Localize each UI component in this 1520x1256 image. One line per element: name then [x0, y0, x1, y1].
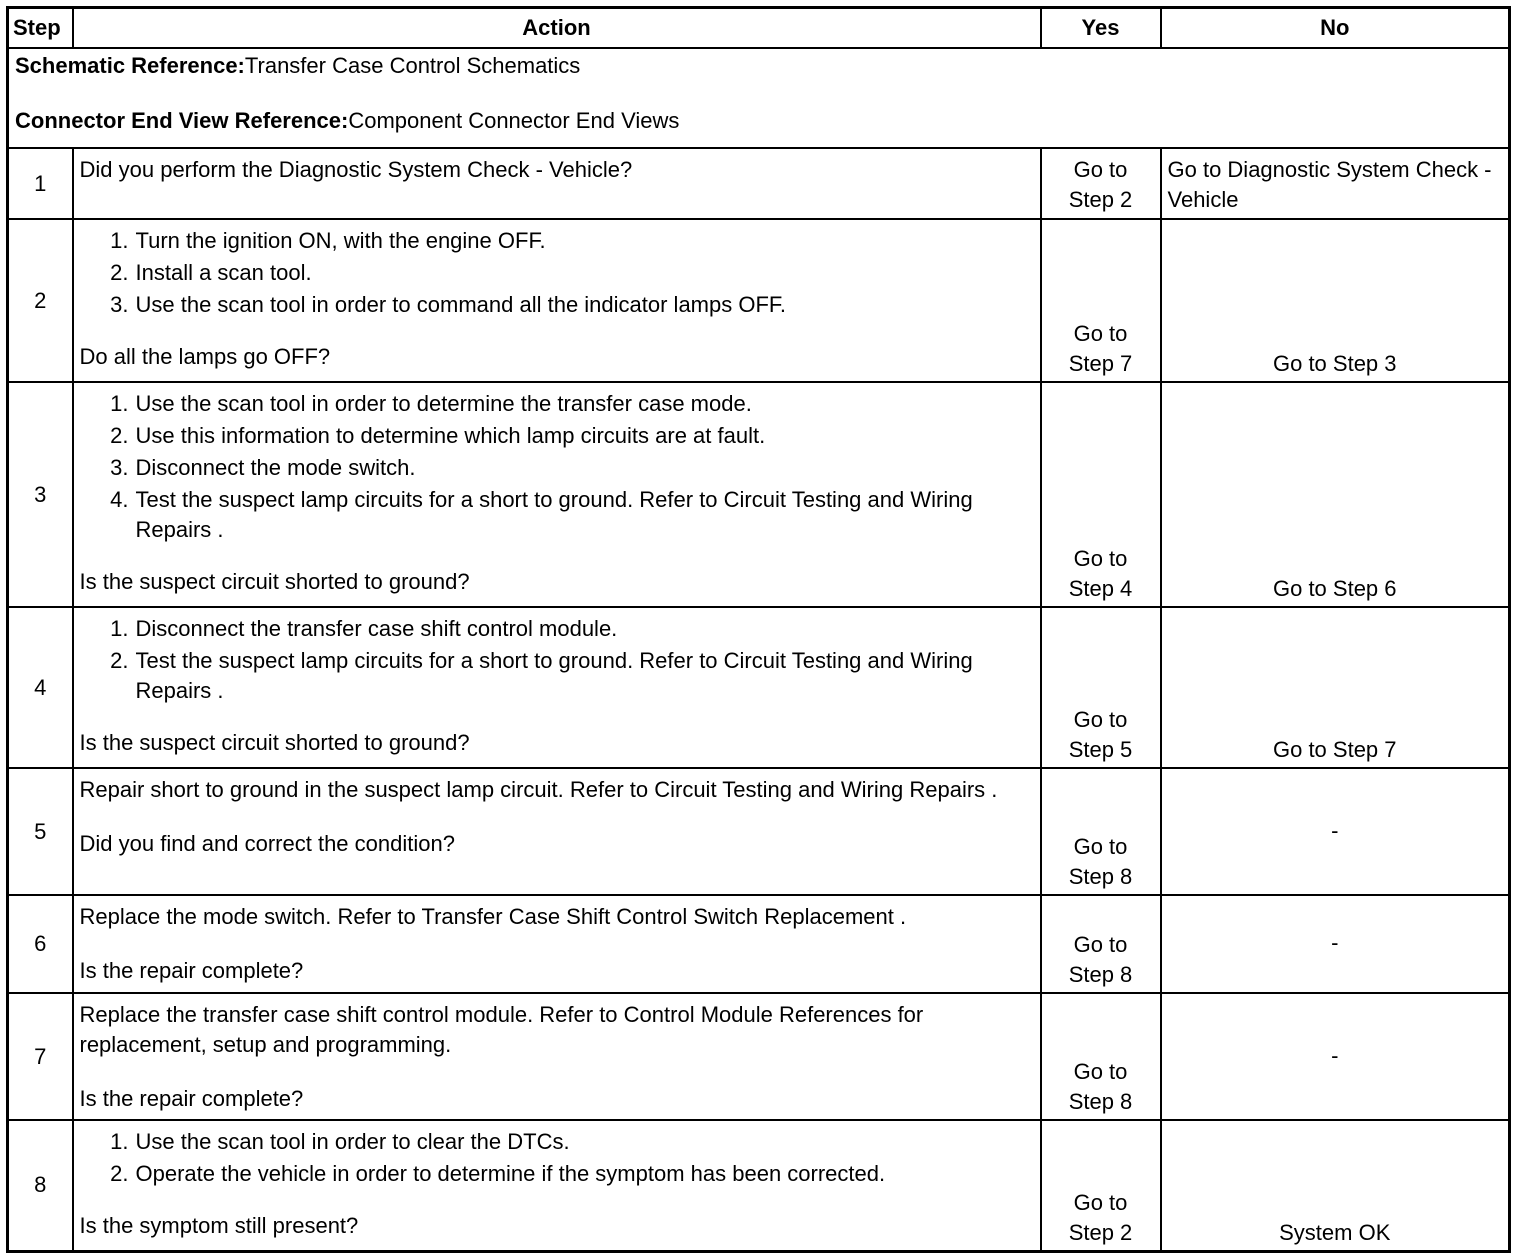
yes-cell[interactable] — [1041, 148, 1161, 219]
step-index: 3. — [110, 292, 129, 317]
action-step — [80, 614, 1034, 644]
step-text: Use this information to determine which lamp circuits are at fault. — [135, 423, 766, 448]
action-steps — [80, 389, 1034, 545]
table-row — [8, 768, 1510, 895]
action-question: Is the suspect circuit shorted to ground? — [79, 569, 470, 594]
yes-cell[interactable] — [1041, 607, 1161, 768]
step-text: Use the scan tool in order to command all the indicator lamps OFF. — [135, 292, 787, 317]
action-step — [80, 646, 1034, 706]
reference-row — [8, 48, 1510, 148]
diagnostic-table — [6, 6, 1511, 1253]
action-question: Is the suspect circuit shorted to ground? — [79, 730, 470, 755]
action-cell — [73, 1120, 1041, 1251]
no-cell[interactable]: Go to Diagnostic System Check - Vehicle — [1161, 148, 1510, 219]
action-question: Is the symptom still present? — [79, 1213, 359, 1238]
yes-cell[interactable] — [1041, 1120, 1161, 1251]
action-step — [80, 290, 1034, 320]
action-step — [80, 453, 1034, 483]
step-index: 2. — [110, 423, 129, 448]
action-text: Repair short to ground in the suspect lamp circuit. Refer to Circuit Testing and Wiring Repairs . — [79, 777, 998, 802]
yes-link-text: Step 8 — [1068, 864, 1133, 889]
header-no: No — [1161, 8, 1510, 49]
action-cell — [73, 895, 1041, 993]
table-row — [8, 993, 1510, 1120]
step-index: 1. — [110, 391, 129, 416]
step-number: 4 — [8, 607, 73, 768]
yes-link-text: Step 8 — [1068, 1089, 1133, 1114]
step-text: Turn the ignition ON, with the engine OFF. — [135, 228, 546, 253]
yes-link-text: Go to — [1073, 1059, 1128, 1084]
action-cell — [73, 993, 1041, 1120]
no-cell[interactable]: Go to Step 7 — [1161, 607, 1510, 768]
action-question: Is the repair complete? — [79, 1086, 304, 1111]
connector-reference — [15, 106, 1502, 136]
action-step — [80, 421, 1034, 451]
yes-link-text: Step 8 — [1068, 962, 1133, 987]
schematic-reference — [15, 51, 1502, 106]
action-question: Did you find and correct the condition? — [79, 831, 455, 856]
table-row — [8, 1120, 1510, 1251]
action-cell — [73, 148, 1041, 219]
step-number: 3 — [8, 382, 73, 607]
header-action: Action — [73, 8, 1041, 49]
step-text: Test the suspect lamp circuits for a short to ground. Refer to Circuit Testing and Wiring Repairs . — [135, 648, 973, 703]
step-index: 3. — [110, 455, 129, 480]
yes-link-text: Step 7 — [1068, 351, 1133, 376]
step-index: 1. — [110, 228, 129, 253]
table-row — [8, 382, 1510, 607]
action-text: Replace the mode switch. Refer to Transfer Case Shift Control Switch Replacement . — [79, 904, 907, 929]
action-step — [80, 485, 1034, 545]
yes-link-text: Go to — [1073, 321, 1128, 346]
action-cell — [73, 382, 1041, 607]
no-cell[interactable]: Go to Step 6 — [1161, 382, 1510, 607]
yes-link-text: Go to — [1073, 834, 1128, 859]
action-step — [80, 226, 1034, 256]
action-cell — [73, 768, 1041, 895]
yes-cell[interactable] — [1041, 993, 1161, 1120]
yes-link-text: Step 4 — [1068, 576, 1133, 601]
yes-cell[interactable] — [1041, 895, 1161, 993]
action-step — [80, 258, 1034, 288]
no-cell: - — [1161, 895, 1510, 993]
action-steps — [80, 1127, 1034, 1189]
step-index: 1. — [110, 1129, 129, 1154]
step-text: Disconnect the transfer case shift control module. — [135, 616, 618, 641]
step-number: 2 — [8, 219, 73, 382]
step-number: 5 — [8, 768, 73, 895]
step-number: 1 — [8, 148, 73, 219]
header-row — [8, 8, 1510, 49]
step-text: Install a scan tool. — [135, 260, 312, 285]
action-steps — [80, 226, 1034, 320]
action-question: Do all the lamps go OFF? — [79, 344, 331, 369]
table-row — [8, 895, 1510, 993]
step-text: Use the scan tool in order to determine the transfer case mode. — [135, 391, 752, 416]
action-text: Did you perform the Diagnostic System Check - Vehicle? — [79, 157, 633, 182]
yes-link-text: Step 2 — [1068, 1219, 1133, 1245]
yes-cell[interactable] — [1041, 219, 1161, 382]
action-step — [80, 1127, 1034, 1157]
yes-link-text: Go to — [1073, 546, 1128, 571]
step-text: Disconnect the mode switch. — [135, 455, 416, 480]
schematic-reference-label: Schematic Reference: — [15, 53, 245, 78]
header-step: Step — [8, 8, 73, 49]
step-text: Operate the vehicle in order to determine if the symptom has been corrected. — [135, 1161, 886, 1186]
step-index: 4. — [110, 487, 129, 512]
reference-cell — [8, 48, 1510, 148]
yes-link-text: Go to — [1073, 707, 1128, 732]
step-number: 8 — [8, 1120, 73, 1251]
yes-cell[interactable] — [1041, 382, 1161, 607]
yes-link-text: Step 5 — [1068, 737, 1133, 762]
step-index: 2. — [110, 648, 129, 673]
schematic-reference-link[interactable]: Transfer Case Control Schematics — [244, 53, 581, 78]
action-cell — [73, 607, 1041, 768]
yes-cell[interactable] — [1041, 768, 1161, 895]
step-text: Use the scan tool in order to clear the DTCs. — [135, 1129, 570, 1154]
step-index: 2. — [110, 260, 129, 285]
yes-link-text: Go to — [1073, 157, 1128, 182]
action-question: Is the repair complete? — [79, 958, 304, 983]
step-index: 2. — [110, 1161, 129, 1186]
connector-reference-label: Connector End View Reference: — [15, 108, 349, 133]
table-row — [8, 607, 1510, 768]
table-row — [8, 219, 1510, 382]
step-text: Test the suspect lamp circuits for a short to ground. Refer to Circuit Testing and Wiring Repairs . — [135, 487, 973, 542]
no-cell[interactable]: Go to Step 3 — [1161, 219, 1510, 382]
action-text: Replace the transfer case shift control module. Refer to Control Module References for replacement, setup and programming. — [79, 1002, 924, 1057]
connector-reference-link[interactable]: Component Connector End Views — [348, 108, 680, 133]
table-row — [8, 148, 1510, 219]
no-cell[interactable]: System OK — [1161, 1120, 1510, 1251]
header-yes: Yes — [1041, 8, 1161, 49]
yes-link-text: Go to — [1073, 932, 1128, 957]
no-cell: - — [1161, 993, 1510, 1120]
action-steps — [80, 614, 1034, 706]
action-cell — [73, 219, 1041, 382]
step-number: 7 — [8, 993, 73, 1120]
action-step — [80, 389, 1034, 419]
step-number: 6 — [8, 895, 73, 993]
yes-link-text: Step 2 — [1068, 187, 1133, 212]
no-cell: - — [1161, 768, 1510, 895]
action-step — [80, 1159, 1034, 1189]
yes-link-text: Go to — [1073, 1189, 1128, 1215]
step-index: 1. — [110, 616, 129, 641]
